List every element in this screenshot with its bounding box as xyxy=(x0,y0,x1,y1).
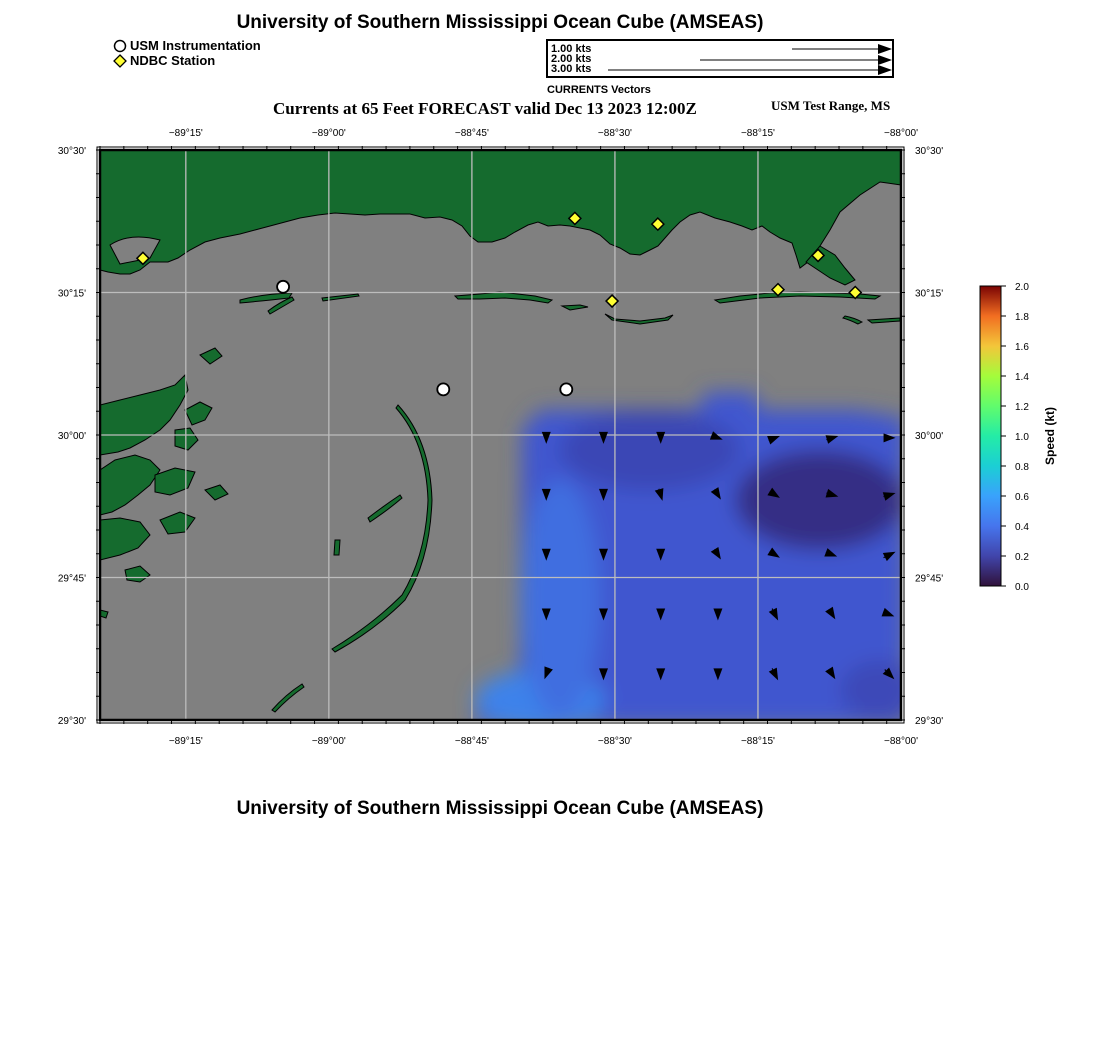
scale-label-1: 1.00 kts xyxy=(551,43,592,55)
vector-scale-caption: CURRENTS Vectors xyxy=(547,84,651,96)
lat-label-left: 30°30' xyxy=(57,146,86,157)
lat-label-left: 30°00' xyxy=(57,431,86,442)
colorbar-tick-label: 1.8 xyxy=(1015,312,1029,323)
colorbar-tick-label: 1.6 xyxy=(1015,342,1029,353)
colorbar-tick-label: 1.0 xyxy=(1015,432,1029,443)
colorbar-tick-label: 2.0 xyxy=(1015,282,1029,293)
colorbar-tick-label: 1.4 xyxy=(1015,372,1029,383)
lon-label-top: −88°00' xyxy=(884,128,918,139)
colorbar-tick-label: 0.0 xyxy=(1015,582,1029,593)
page-title: University of Southern Mississippi Ocean Cube (AMSEAS) xyxy=(236,12,764,33)
scale-label-2: 2.00 kts xyxy=(551,53,592,65)
lon-label-top: −89°15' xyxy=(168,128,203,139)
lat-label-right: 29°45' xyxy=(915,573,944,585)
lat-label-left: 29°30' xyxy=(57,716,86,727)
lon-label-top: −88°45' xyxy=(454,128,489,139)
colorbar-tick-label: 0.2 xyxy=(1015,552,1029,563)
lat-label-right: 30°00' xyxy=(915,431,944,442)
colorbar-ticks xyxy=(1001,282,1029,593)
lon-label-top: −89°00' xyxy=(311,128,346,139)
scale-label-3: 3.00 kts xyxy=(551,63,592,75)
lat-label-right: 29°30' xyxy=(915,716,944,727)
lat-label-left: 30°15' xyxy=(57,288,86,300)
usm-station-marker[interactable] xyxy=(560,383,572,395)
colorbar xyxy=(980,282,1057,593)
legend-usm-label: USM Instrumentation xyxy=(130,38,261,53)
lat-label-right: 30°15' xyxy=(915,288,944,300)
map-frame-content xyxy=(100,150,920,730)
current-speed-field xyxy=(475,392,920,730)
lon-label-bottom: −89°00' xyxy=(311,736,346,747)
colorbar-tick-label: 1.2 xyxy=(1015,402,1029,413)
lon-label-bottom: −89°15' xyxy=(168,736,203,747)
colorbar-tick-label: 0.6 xyxy=(1015,492,1029,503)
lon-label-top: −88°15' xyxy=(740,128,775,139)
lon-label-bottom: −88°15' xyxy=(740,736,775,747)
lon-label-bottom: −88°30' xyxy=(597,736,632,747)
map-subtitle: Currents at 65 Feet FORECAST valid Dec 13 2023 12:00Z xyxy=(273,99,697,118)
lon-label-top: −88°30' xyxy=(597,128,632,139)
colorbar-tick-label: 0.8 xyxy=(1015,462,1029,473)
colorbar-gradient xyxy=(980,286,1001,586)
lat-label-left: 29°45' xyxy=(57,573,86,585)
footer-title: University of Southern Mississippi Ocean Cube (AMSEAS) xyxy=(236,798,764,819)
legend-ndbc-label: NDBC Station xyxy=(130,53,216,68)
lon-label-bottom: −88°00' xyxy=(884,736,918,747)
colorbar-label: Speed (kt) xyxy=(1043,406,1057,466)
usm-station-marker[interactable] xyxy=(437,383,449,395)
marsh-12 xyxy=(334,540,340,555)
colorbar-tick-label: 0.4 xyxy=(1015,522,1029,533)
lat-label-right: 30°30' xyxy=(915,146,944,157)
map-region: USM Test Range, MS xyxy=(771,98,891,113)
lon-label-bottom: −88°45' xyxy=(454,736,489,747)
usm-station-marker[interactable] xyxy=(277,281,289,293)
